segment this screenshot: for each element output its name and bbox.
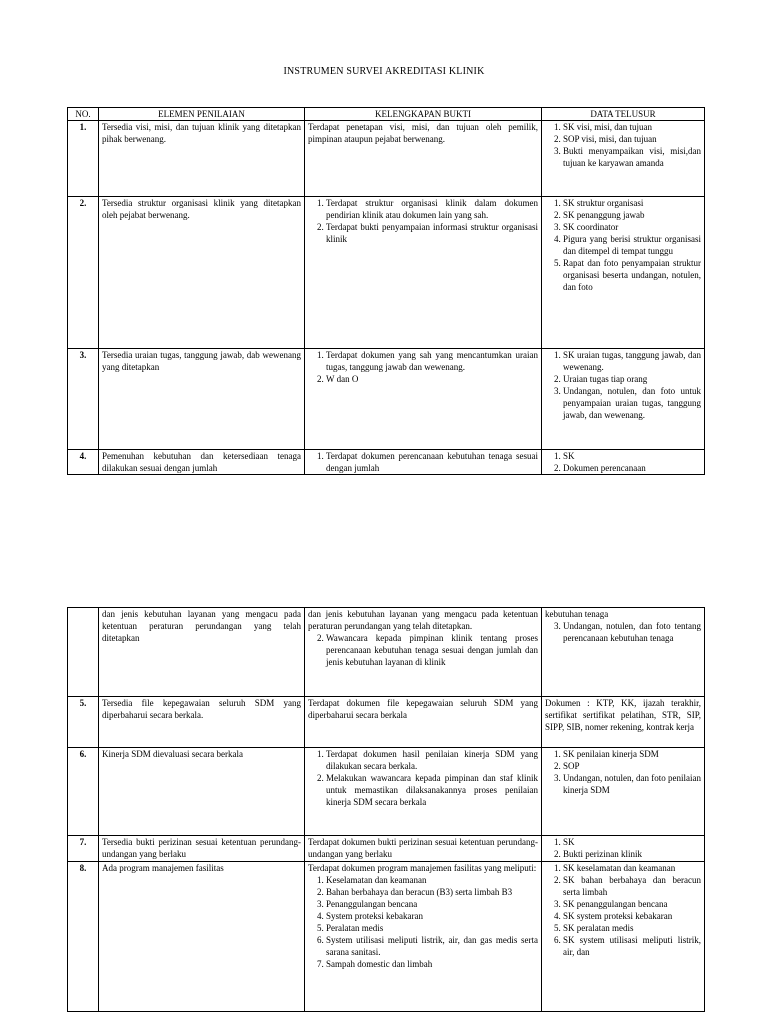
- bukti-list-item: 1. Terdapat dokumen hasil penilaian kinerja SDM yang dilakukan secara berkala.: [326, 748, 538, 772]
- bukti-list-item: 5. Peralatan medis: [326, 922, 538, 934]
- telusur-list-item: 1. SK: [563, 836, 701, 848]
- kelengkapan-bukti-cell: [305, 197, 542, 349]
- data-telusur-cell: [542, 608, 705, 697]
- telusur-list-item: 6. SK system utilisasi meliputi listrik, air, dan: [563, 934, 701, 958]
- bukti-list-item: 1. Terdapat dokumen yang sah yang mencantumkan uraian tugas, tanggung jawab dan wewenang.: [326, 349, 538, 373]
- header-no: NO.: [68, 108, 99, 121]
- data-telusur-cell: [542, 697, 705, 748]
- bukti-list: [308, 197, 538, 245]
- row-number: 6.: [68, 748, 99, 836]
- telusur-list: [545, 862, 701, 958]
- table-row: [68, 836, 705, 862]
- kelengkapan-bukti-cell: [305, 697, 542, 748]
- table-row: [68, 121, 705, 197]
- row-number: 8.: [68, 862, 99, 1012]
- bukti-list-item: 1. Terdapat struktur organisasi klinik dalam dokumen pendirian klinik atau dokumen lain yang sah.: [326, 197, 538, 221]
- bukti-list: [308, 349, 538, 385]
- row-number: 4.: [68, 450, 99, 475]
- telusur-list-item: 3. Undangan, notulen, dan foto untuk penyampaian uraian tugas, tanggung jawab, dan wewenang.: [563, 385, 701, 421]
- telusur-text: kebutuhan tenaga: [545, 609, 609, 619]
- kelengkapan-bukti-cell: [305, 450, 542, 475]
- bukti-list-item: 2. Wawancara kepada pimpinan klinik tentang proses perencanaan kebutuhan tenaga sesuai dengan jumlah dan jenis kebutuhan layanan di klinik: [326, 632, 538, 668]
- elemen-penilaian-cell: Pemenuhan kebutuhan dan ketersediaan tenaga dilakukan sesuai dengan jumlah: [99, 450, 305, 475]
- telusur-text: Dokumen : KTP, KK, ijazah terakhir, sertifikat sertifikat pelatihan, STR, SIP, SIPP, SIB, nomer rekening, kontrak kerja: [545, 698, 701, 732]
- bukti-list: [308, 450, 538, 474]
- kelengkapan-bukti-cell: [305, 121, 542, 197]
- kelengkapan-bukti-cell: [305, 836, 542, 862]
- bukti-list-item: 2. W dan O: [326, 373, 538, 385]
- kelengkapan-bukti-cell: [305, 862, 542, 1012]
- header-data-telusur: DATA TELUSUR: [542, 108, 705, 121]
- table-row: [68, 697, 705, 748]
- bukti-list-item: 2. Terdapat bukti penyampaian informasi struktur organisasi klinik: [326, 221, 538, 245]
- bukti-list-item: 2. Melakukan wawancara kepada pimpinan dan staf klinik untuk memastikan dilaksanakannya proses penilaian kinerja SDM secara berkala: [326, 772, 538, 808]
- data-telusur-cell: [542, 836, 705, 862]
- data-telusur-cell: [542, 862, 705, 1012]
- bukti-list-item: 1. Terdapat dokumen perencanaan kebutuhan tenaga sesuai dengan jumlah: [326, 450, 538, 474]
- telusur-list: [545, 748, 701, 796]
- document-title: INSTRUMEN SURVEI AKREDITASI KLINIK: [283, 66, 485, 77]
- elemen-penilaian-cell: Tersedia struktur organisasi klinik yang ditetapkan oleh pejabat berwenang.: [99, 197, 305, 349]
- bukti-list: [308, 748, 538, 808]
- table-row: [68, 748, 705, 836]
- kelengkapan-bukti-cell: [305, 349, 542, 450]
- assessment-table-part-1: [67, 107, 705, 475]
- telusur-list: [545, 349, 701, 421]
- bukti-list-item: 3. Penanggulangan bencana: [326, 898, 538, 910]
- kelengkapan-bukti-cell: [305, 748, 542, 836]
- bukti-list: [308, 632, 538, 668]
- telusur-list-item: 2. Uraian tugas tiap orang: [563, 373, 701, 385]
- elemen-penilaian-cell: Tersedia uraian tugas, tanggung jawab, dab wewenang yang ditetapkan: [99, 349, 305, 450]
- bukti-text: Terdapat penetapan visi, misi, dan tujuan oleh pemilik, pimpinan ataupun pejabat berwenang.: [308, 122, 538, 144]
- bukti-list-item: 6. System utilisasi meliputi listrik, air, dan gas medis serta sarana sanitasi.: [326, 934, 538, 958]
- telusur-list-item: 2. Dokumen perencanaan: [563, 462, 701, 474]
- telusur-list: [545, 121, 701, 169]
- bukti-list-item: 4. System proteksi kebakaran: [326, 910, 538, 922]
- telusur-list-item: 2. Bukti perizinan klinik: [563, 848, 701, 860]
- telusur-list-item: 2. SK penanggung jawab: [563, 209, 701, 221]
- telusur-list-item: 5. Rapat dan foto penyampaian struktur organisasi beserta undangan, notulen, dan foto: [563, 257, 701, 293]
- telusur-list-item: 1. SK keselamatan dan keamanan: [563, 862, 701, 874]
- elemen-penilaian-cell: Tersedia file kepegawaian seluruh SDM yang diperbaharui secara berkala.: [99, 697, 305, 748]
- header-elemen-penilaian: ELEMEN PENILAIAN: [99, 108, 305, 121]
- bukti-text: Terdapat dokumen file kepegawaian seluruh SDM yang diperbaharui secara berkala: [308, 698, 538, 720]
- bukti-list-item: 7. Sampah domestic dan limbah: [326, 958, 538, 970]
- telusur-list-item: 4. Pigura yang berisi struktur organisasi dan ditempel di tempat tunggu: [563, 233, 701, 257]
- row-number: 2.: [68, 197, 99, 349]
- elemen-penilaian-cell: Tersedia bukti perizinan sesuai ketentuan perundang-undangan yang berlaku: [99, 836, 305, 862]
- data-telusur-cell: [542, 197, 705, 349]
- telusur-list-item: 1. SK struktur organisasi: [563, 197, 701, 209]
- table-row: [68, 608, 705, 697]
- row-number: 7.: [68, 836, 99, 862]
- telusur-list-item: 3. Undangan, notulen, dan foto tentang perencanaan kebutuhan tenaga: [563, 620, 701, 644]
- row-number: 3.: [68, 349, 99, 450]
- header-kelengkapan-bukti: KELENGKAPAN BUKTI: [305, 108, 542, 121]
- row-number: 5.: [68, 697, 99, 748]
- elemen-penilaian-cell: Kinerja SDM dievaluasi secara berkala: [99, 748, 305, 836]
- bukti-text: Terdapat dokumen bukti perizinan sesuai ketentuan perundang-undangan yang berlaku: [308, 837, 538, 859]
- table-header-row: [68, 108, 705, 121]
- telusur-list-item: 4. SK system proteksi kebakaran: [563, 910, 701, 922]
- table-row: [68, 862, 705, 1012]
- telusur-list-item: 3. Bukti menyampaikan visi, misi,dan tujuan ke karyawan amanda: [563, 145, 701, 169]
- data-telusur-cell: [542, 450, 705, 475]
- telusur-list: [545, 620, 701, 644]
- bukti-text: Terdapat dokumen program manajemen fasilitas yang meliputi:: [308, 863, 537, 873]
- data-telusur-cell: [542, 121, 705, 197]
- row-number: 1.: [68, 121, 99, 197]
- data-telusur-cell: [542, 349, 705, 450]
- bukti-list-item: 1. Keselamatan dan keamanan: [326, 874, 538, 886]
- telusur-list-item: 1. SK visi, misi, dan tujuan: [563, 121, 701, 133]
- telusur-list-item: 2. SOP: [563, 760, 701, 772]
- telusur-list-item: 3. SK coordinator: [563, 221, 701, 233]
- telusur-list-item: 5. SK peralatan medis: [563, 922, 701, 934]
- telusur-list-item: 1. SK penilaian kinerja SDM: [563, 748, 701, 760]
- bukti-list-item: 2. Bahan berbahaya dan beracun (B3) serta limbah B3: [326, 886, 538, 898]
- row-number: [68, 608, 99, 697]
- telusur-list-item: 2. SOP visi, misi, dan tujuan: [563, 133, 701, 145]
- telusur-list-item: 1. SK: [563, 450, 701, 462]
- telusur-list: [545, 450, 701, 474]
- bukti-list: [308, 874, 538, 970]
- elemen-penilaian-cell: dan jenis kebutuhan layanan yang mengacu pada ketentuan peraturan perundangan yang telah ditetapkan: [99, 608, 305, 697]
- bukti-text: dan jenis kebutuhan layanan yang mengacu pada ketentuan peraturan perundangan yang telah ditetapkan.: [308, 609, 538, 631]
- telusur-list-item: 1. SK uraian tugas, tanggung jawab, dan wewenang.: [563, 349, 701, 373]
- telusur-list-item: 3. Undangan, notulen, dan foto penilaian kinerja SDM: [563, 772, 701, 796]
- telusur-list: [545, 836, 701, 860]
- table-row: [68, 349, 705, 450]
- elemen-penilaian-cell: Ada program manajemen fasilitas: [99, 862, 305, 1012]
- telusur-list-item: 3. SK penanggulangan bencana: [563, 898, 701, 910]
- telusur-list: [545, 197, 701, 293]
- table-row: [68, 450, 705, 475]
- elemen-penilaian-cell: Tersedia visi, misi, dan tujuan klinik yang ditetapkan pihak berwenang.: [99, 121, 305, 197]
- table-row: [68, 197, 705, 349]
- assessment-table-part-2: [67, 607, 705, 1012]
- data-telusur-cell: [542, 748, 705, 836]
- telusur-list-item: 2. SK bahan berbahaya dan beracun serta limbah: [563, 874, 701, 898]
- kelengkapan-bukti-cell: [305, 608, 542, 697]
